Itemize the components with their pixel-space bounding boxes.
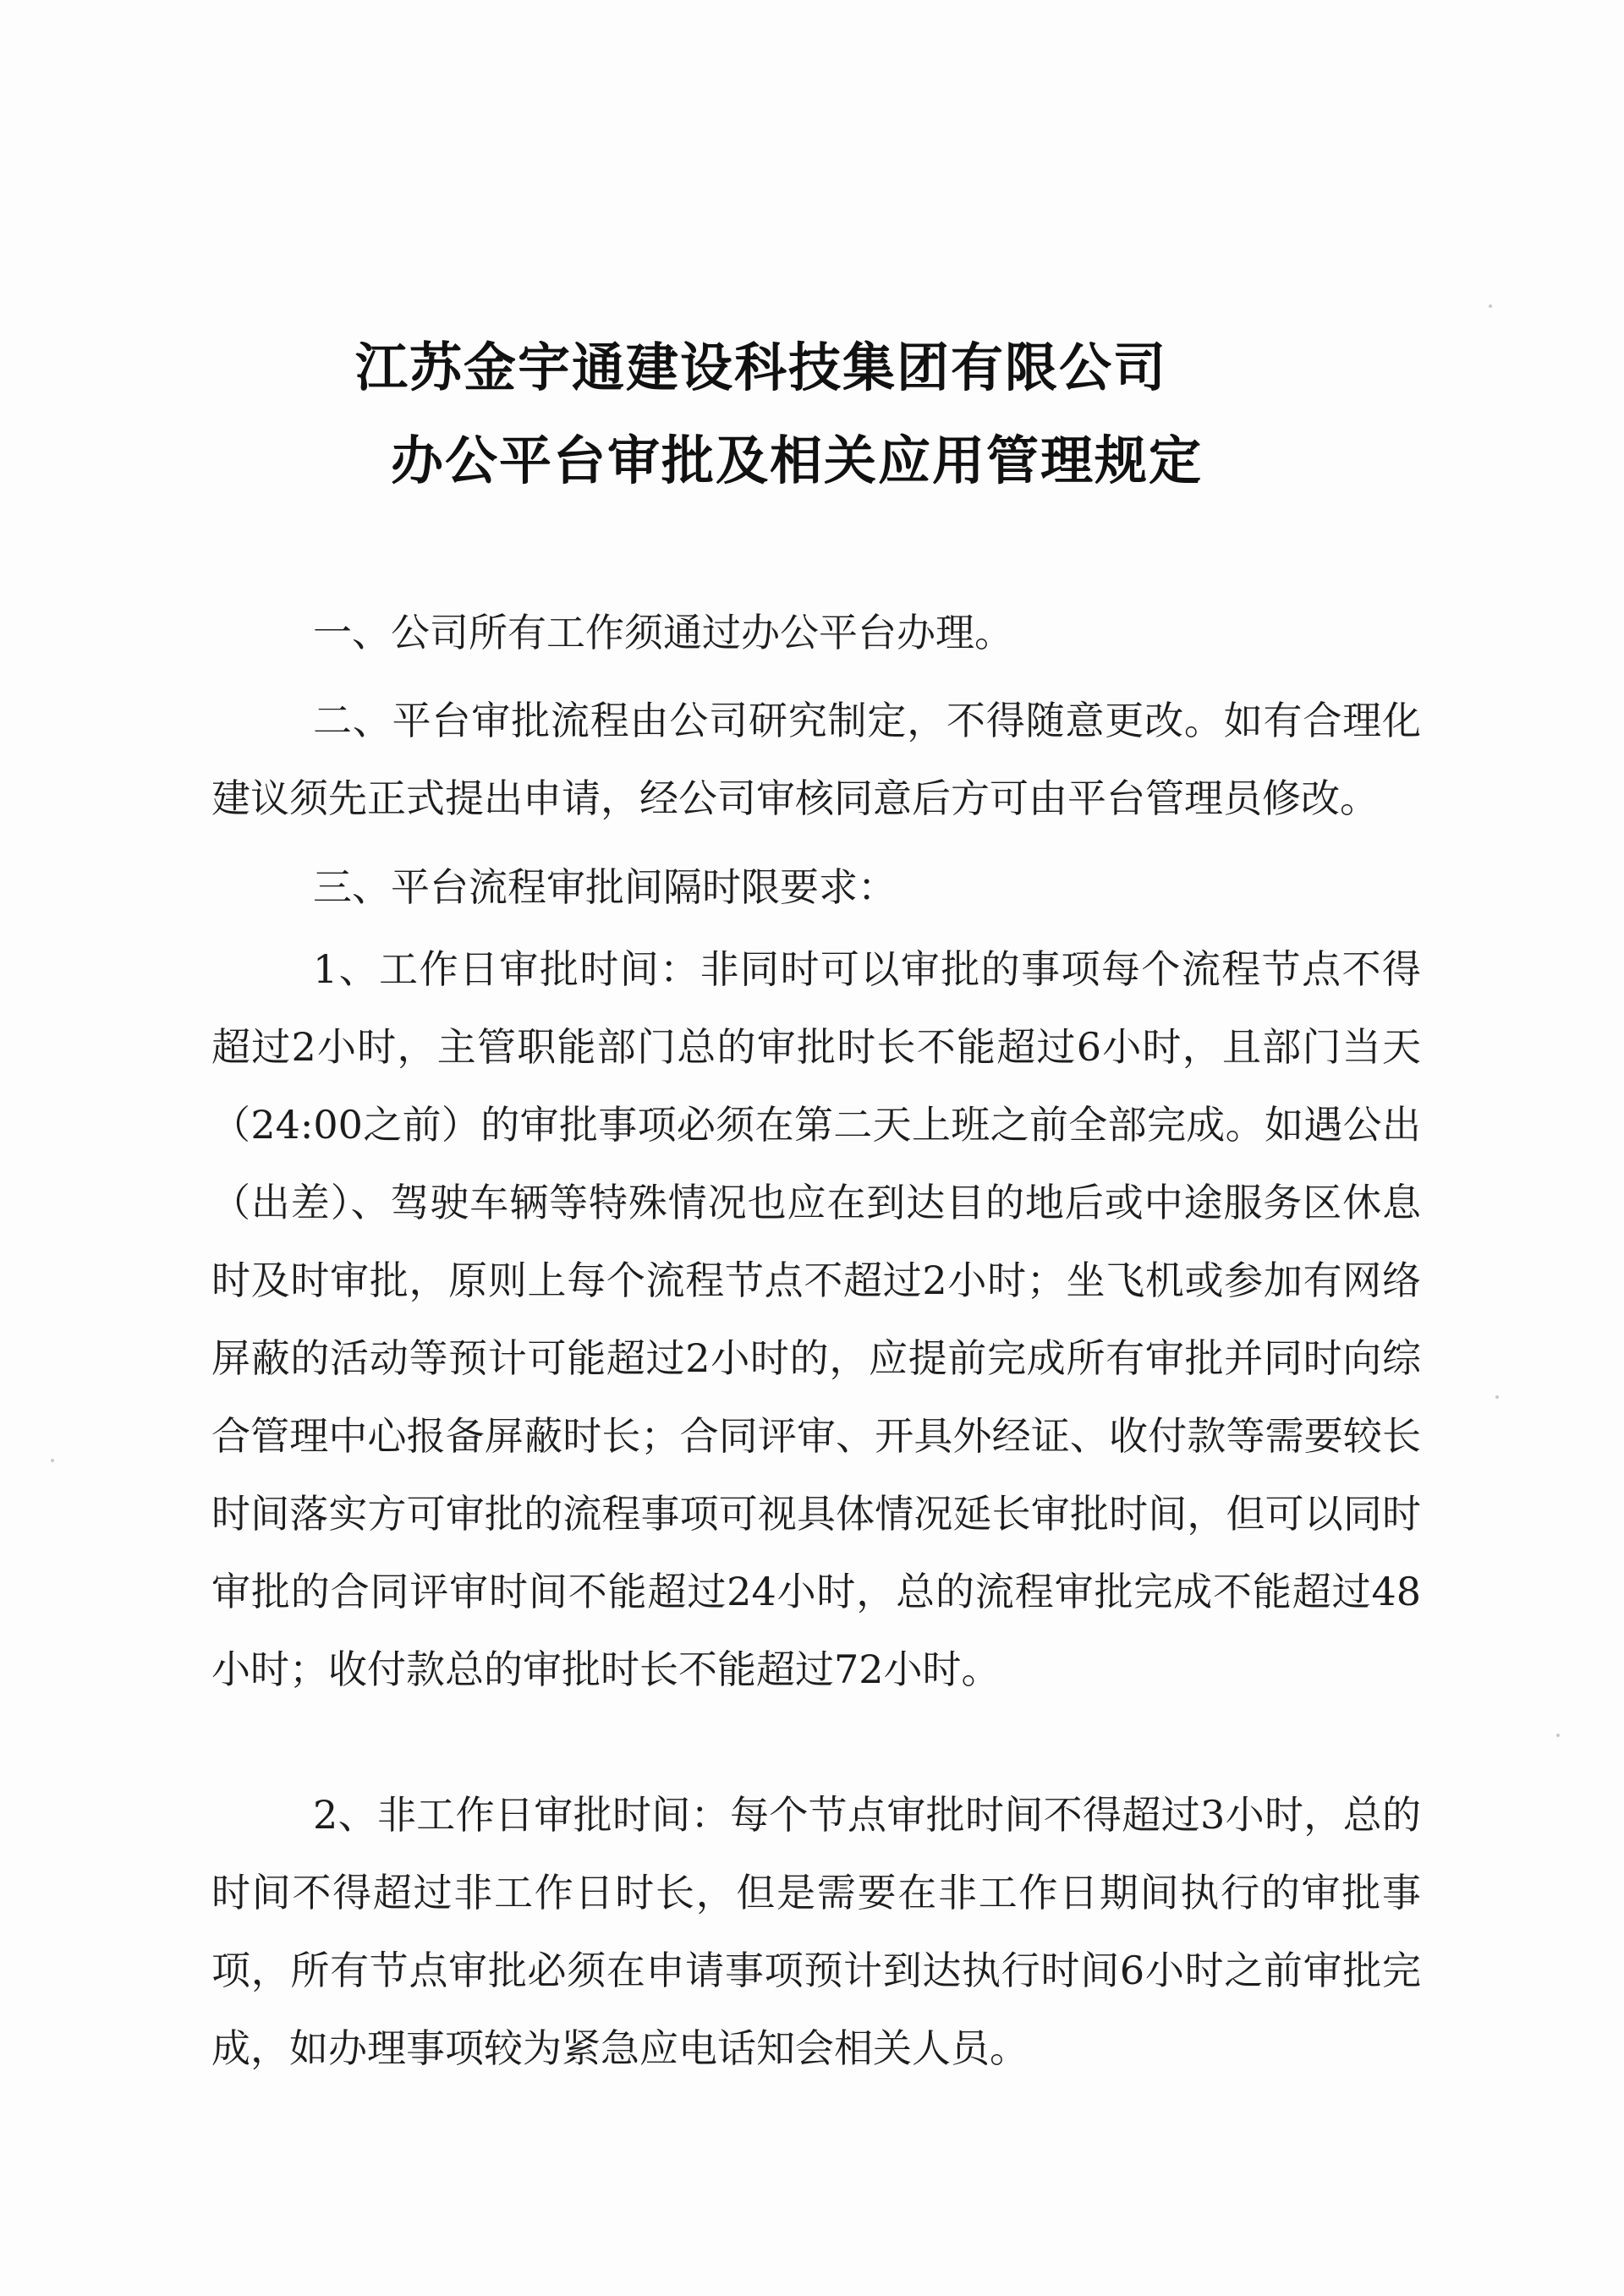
paragraph-item-2-nonworkday: 2、非工作日审批时间：每个节点审批时间不得超过3小时，总的时间不得超过非工作日时长，但是需要在非工作日期间执行的审批事项，所有节点审批必须在申请事项预计到达执行时间6小时之前审批完成，如办理事项较为紧急应电话知会相关人员。 (211, 1792, 1421, 2071)
scan-speck (51, 1459, 54, 1462)
paragraph-section-2: 二、平台审批流程由公司研究制定，不得随意更改。如有合理化建议须先正式提出申请，经公司审核同意后方可由平台管理员修改。 (211, 698, 1421, 821)
paragraph-section-1: 一、公司所有工作须通过办公平台办理。 (313, 610, 1013, 655)
scan-speck (1489, 304, 1492, 308)
scan-speck (1495, 1395, 1499, 1399)
document-title-regulation: 办公平台审批及相关应用管理规定 (390, 430, 1203, 491)
document-title-company: 江苏金宇通建设科技集团有限公司 (354, 337, 1167, 398)
paragraph-section-3: 三、平台流程审批间隔时限要求： (313, 864, 897, 910)
scan-speck (1556, 1734, 1560, 1737)
paragraph-item-1-workday: 1、工作日审批时间：非同时可以审批的事项每个流程节点不得超过2小时，主管职能部门总的审批时长不能超过6小时，且部门当天（24:00之前）的审批事项必须在第二天上班之前全部完成。如遇公出（出差）、驾驶车辆等特殊情况也应在到达目的地后或中途服务区休息时及时审批，原则上每个流程节点不超过2小时；坐飞机或参加有网络屏蔽的活动等预计可能超过2小时的，应提前完成所有审批并同时向综合管理中心报备屏蔽时长；合同评审、开具外经证、收付款等需要较长时间落实方可审批的流程事项可视具体情况延长审批时间，但可以同时审批的合同评审时间不能超过24小时，总的流程审批完成不能超过48小时；收付款总的审批时长不能超过72小时。 (211, 946, 1421, 1692)
